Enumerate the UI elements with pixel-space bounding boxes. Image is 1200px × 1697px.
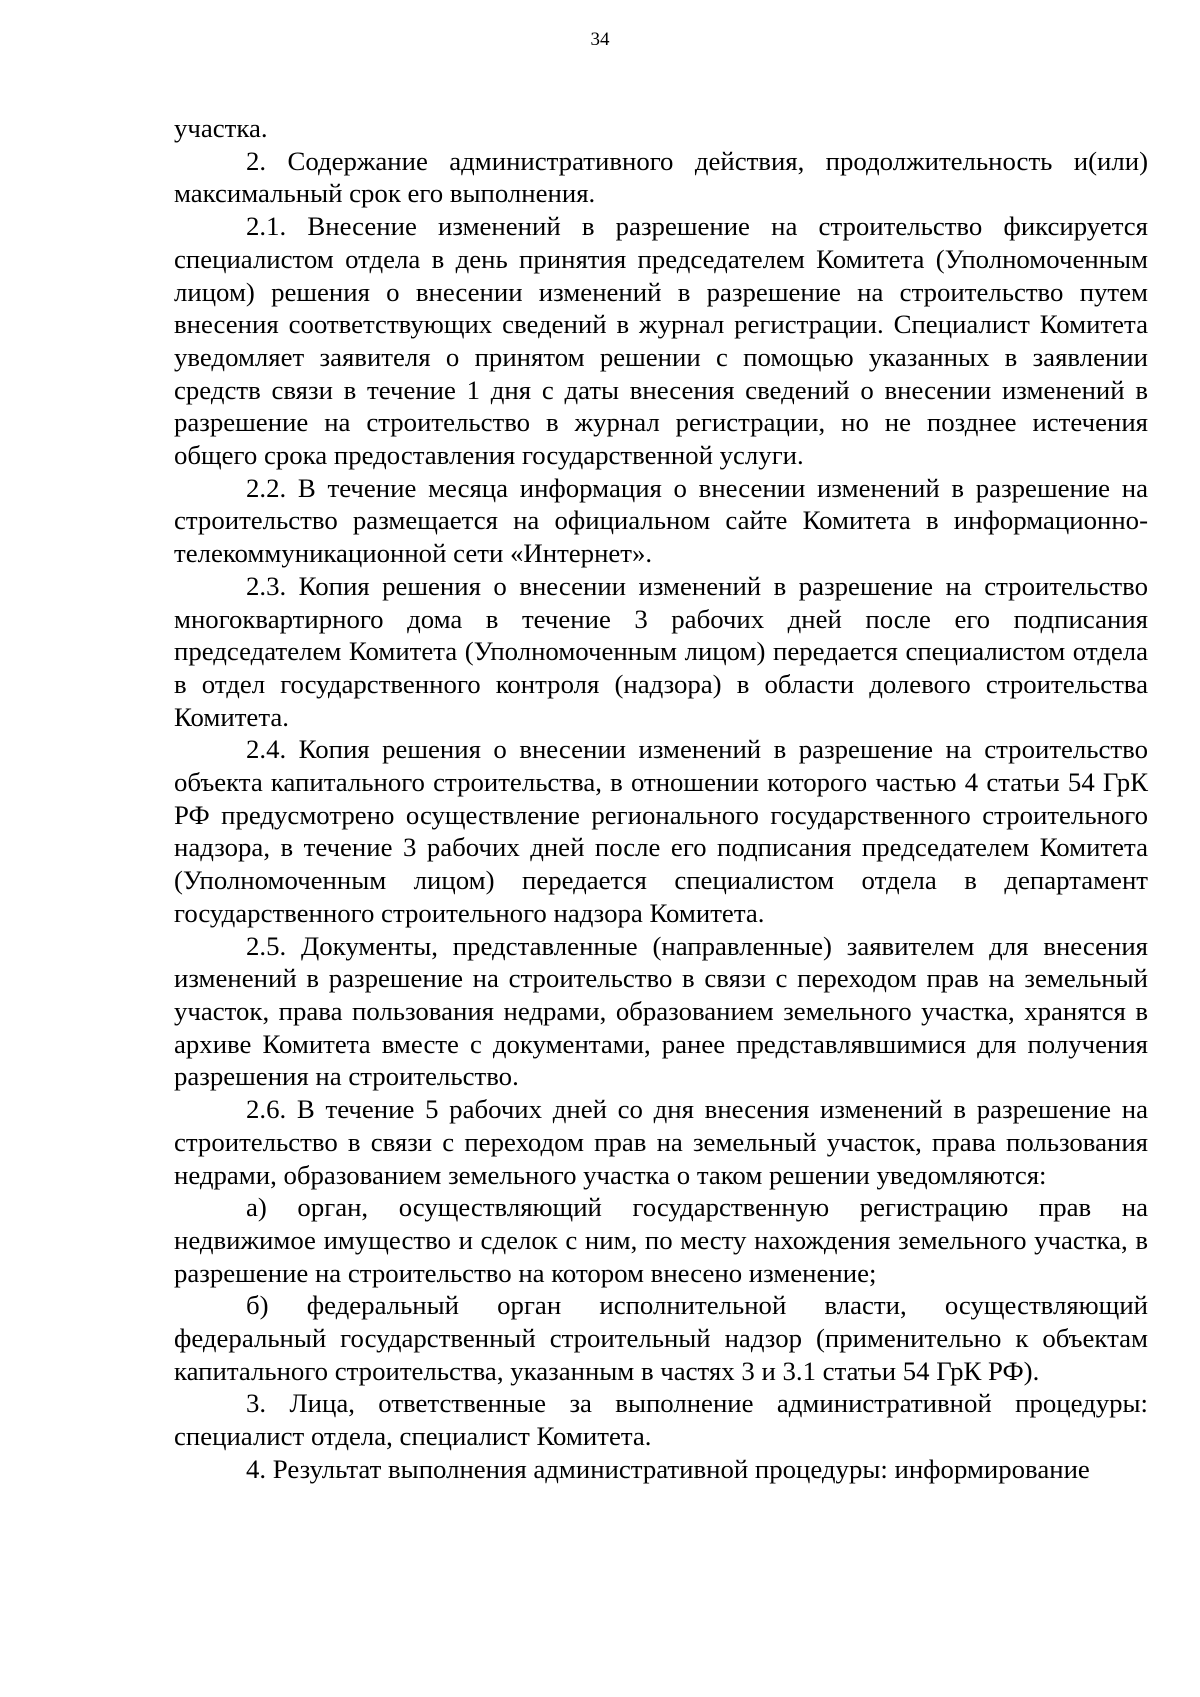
paragraph-item-2-3: 2.3. Копия решения о внесении изменений в разрешение на строительство многоквартирного дома в течение 3 рабочих дней после его подписания председателем Комитета (Уполномоченным лицом) передается специалистом отдела в отдел государственного контроля (надзора) в области долевого строительства Комитета. — [174, 570, 1148, 732]
paragraph-item-2: 2. Содержание административного действия, продолжительность и(или) максимальный срок его выполнения. — [174, 145, 1148, 209]
paragraph-item-2-5: 2.5. Документы, представленные (направленные) заявителем для внесения изменений в разрешение на строительство в связи с переходом прав на земельный участок, права пользования недрами, образованием земельного участка, хранятся в архиве Комитета вместе с документами, ранее представлявшимися для получения разрешения на строительство. — [174, 930, 1148, 1092]
paragraph-item-2-1: 2.1. Внесение изменений в разрешение на строительство фиксируется специалистом отдела в день принятия председателем Комитета (Уполномоченным лицом) решения о внесении изменений в разрешение на строительство путем внесения соответствующих сведений в журнал регистрации. Специалист Комитета уведомляет заявителя о принятом решении с помощью указанных в заявлении средств связи в течение 1 дня с даты внесения сведений о внесении изменений в разрешение на строительство в журнал регистрации, но не позднее истечения общего срока предоставления государственной услуги. — [174, 211, 1148, 471]
page-number: 34 — [590, 29, 610, 50]
document-body — [174, 112, 1148, 1486]
paragraph-subitem-b: б) федеральный орган исполнительной власти, осуществляющий федеральный государственный строительный надзор (применительно к объектам капитального строительства, указанным в частях 3 и 3.1 статьи 54 ГрК РФ). — [174, 1290, 1148, 1386]
paragraph-item-3: 3. Лица, ответственные за выполнение административной процедуры: специалист отдела, специалист Комитета. — [174, 1388, 1148, 1452]
paragraph-item-4: 4. Результат выполнения административной процедуры: информирование — [246, 1453, 1090, 1484]
paragraph-item-2-4: 2.4. Копия решения о внесении изменений в разрешение на строительство объекта капитального строительства, в отношении которого частью 4 статьи 54 ГрК РФ предусмотрено осуществление регионального государственного строительного надзора, в течение 3 рабочих дней после его подписания председателем Комитета (Уполномоченным лицом) передается специалистом отдела в департамент государственного строительного надзора Комитета. — [174, 734, 1148, 928]
paragraph-subitem-a: а) орган, осуществляющий государственную регистрацию прав на недвижимое имущество и сделок с ним, по месту нахождения земельного участка, в разрешение на строительство на котором внесено изменение; — [174, 1192, 1148, 1288]
paragraph-item-2-6: 2.6. В течение 5 рабочих дней со дня внесения изменений в разрешение на строительство в связи с переходом прав на земельный участок, права пользования недрами, образованием земельного участка о таком решении уведомляются: — [174, 1094, 1148, 1190]
paragraph-item-2-2: 2.2. В течение месяца информация о внесении изменений в разрешение на строительство размещается на официальном сайте Комитета в информационно-телекоммуникационной сети «Интернет». — [174, 472, 1148, 569]
paragraph-continuation: участка. — [174, 113, 268, 143]
